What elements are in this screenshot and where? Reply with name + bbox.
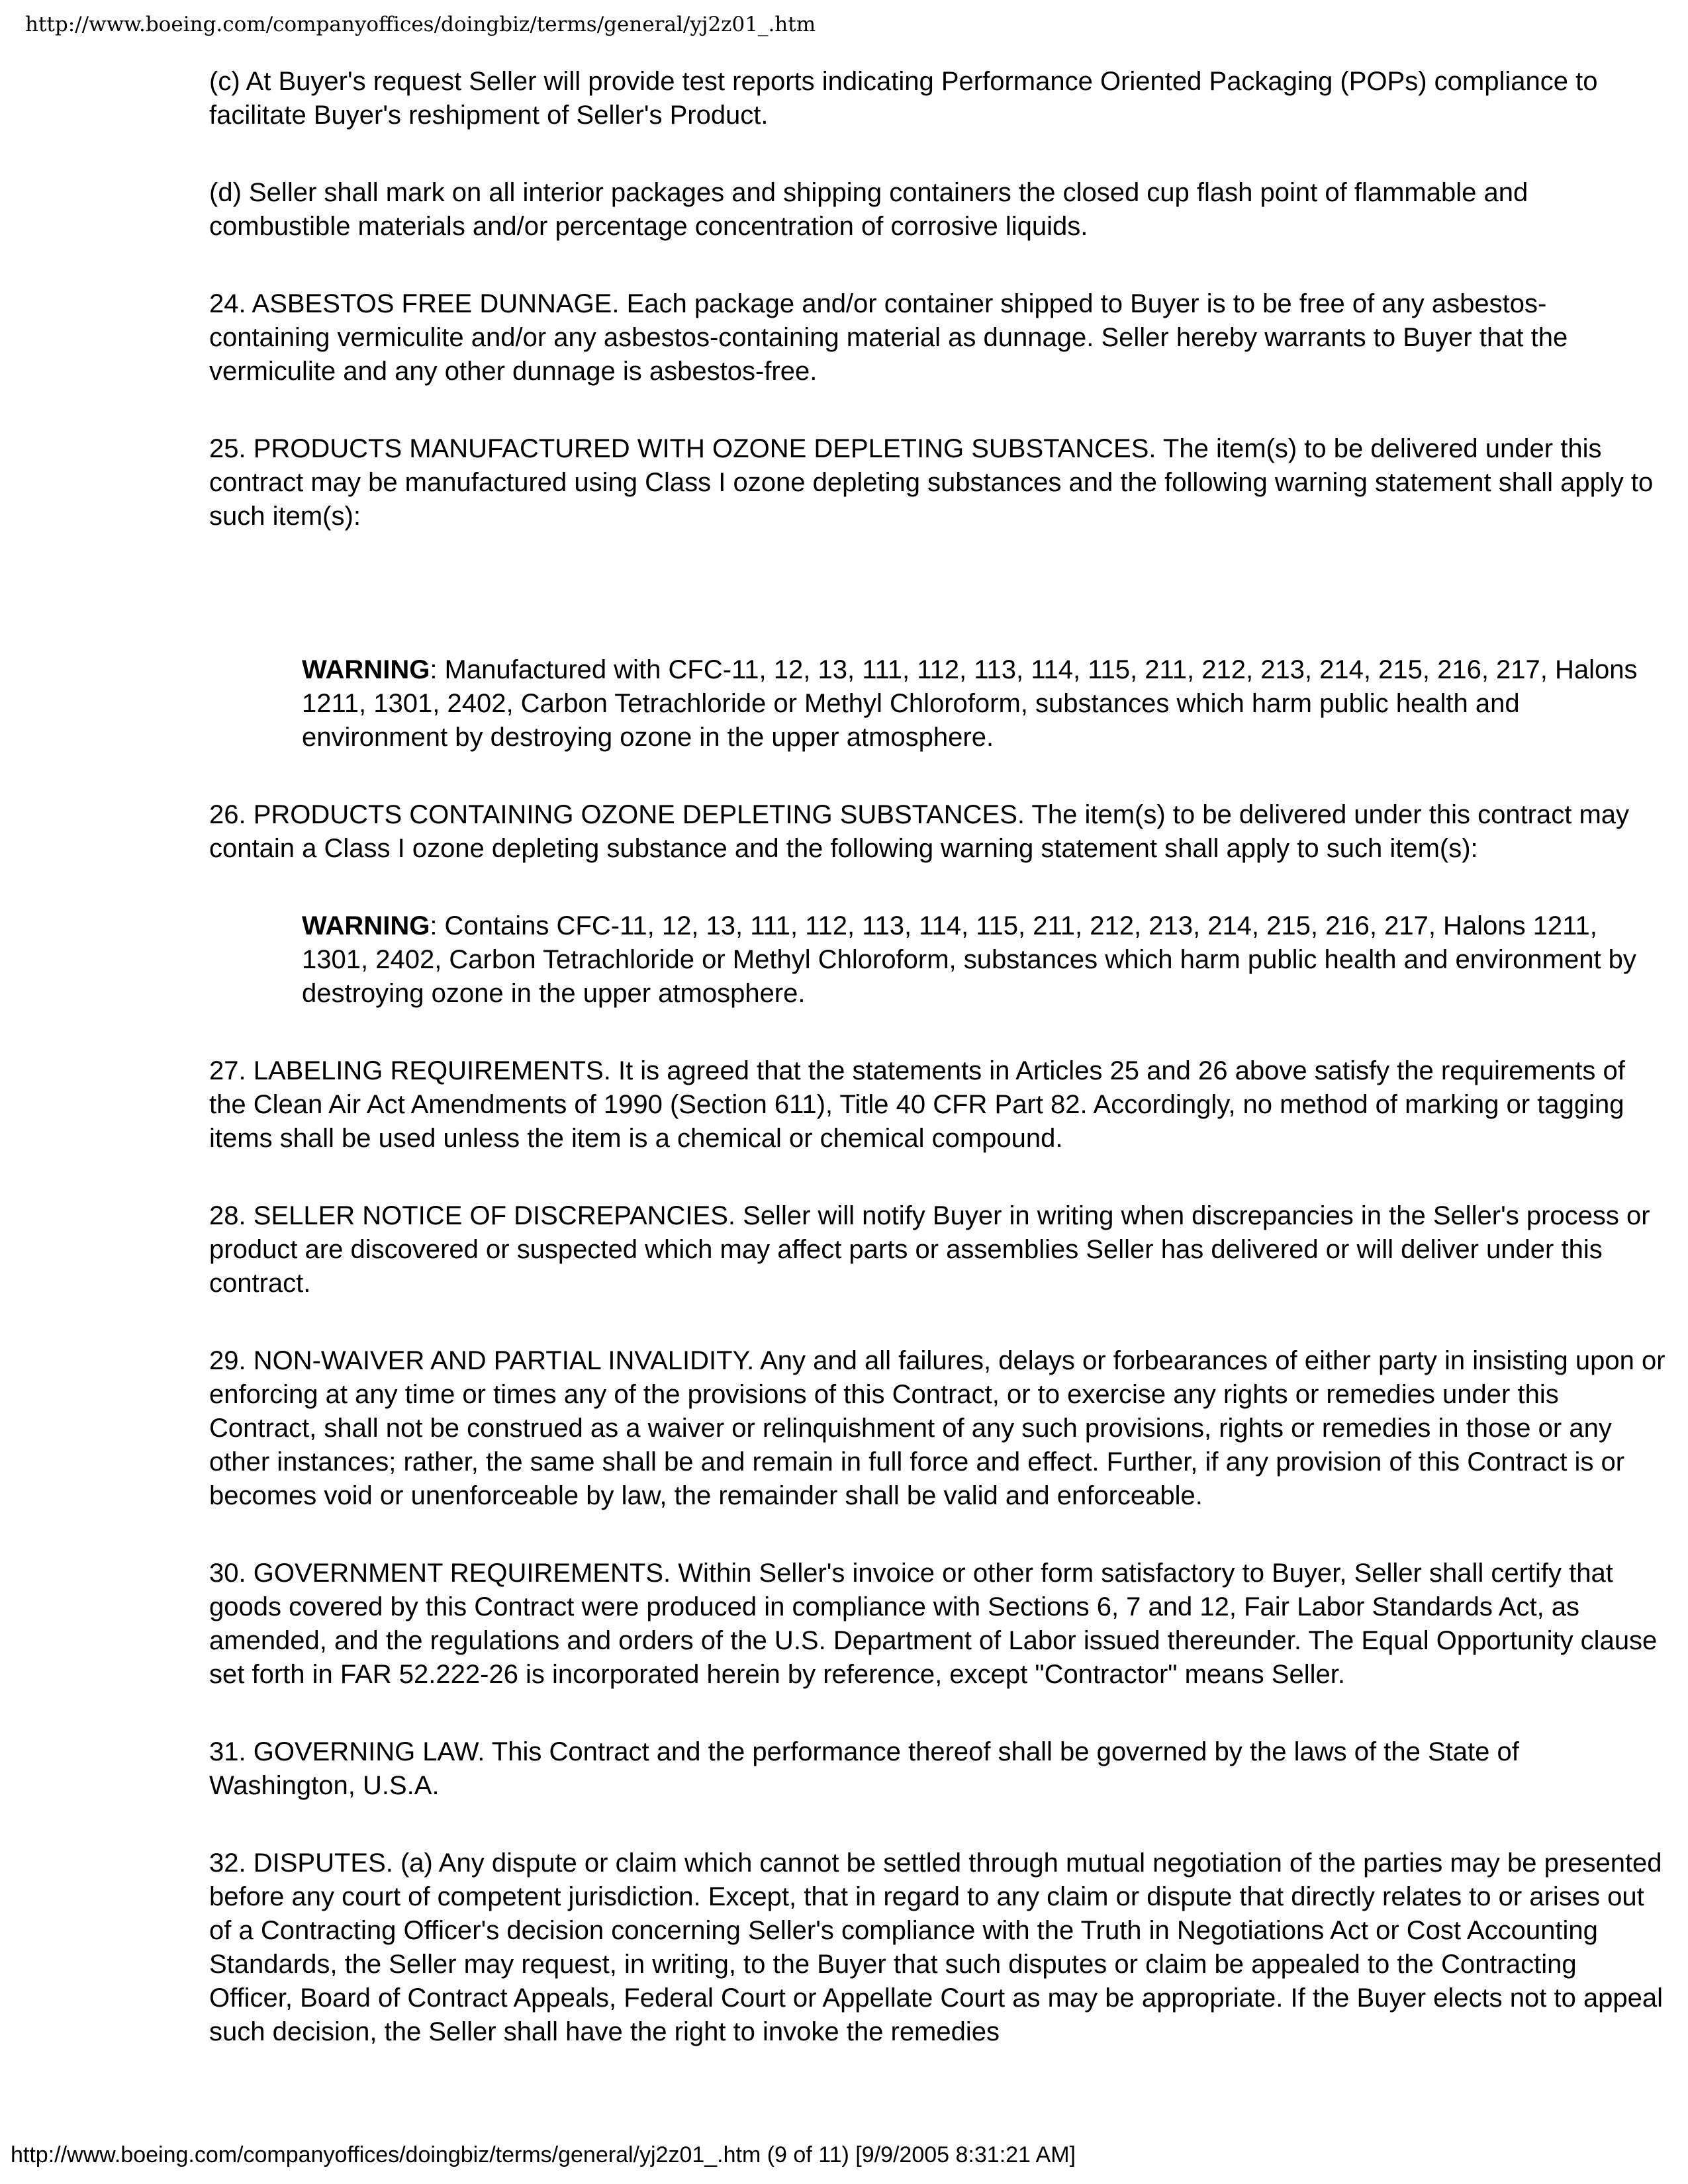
warning-text: : Manufactured with CFC-11, 12, 13, 111, 112, 113, 114, 115, 211, 212, 213, 214, 215, 216, 217, Halons 1211, 1301, 2402, Carbon Tetrachloride or Methyl Chloroform, substances which harm public health and environment by destroying ozone in the upper atmosphere. bbox=[302, 655, 1638, 752]
warning-text: : Contains CFC-11, 12, 13, 111, 112, 113, 114, 115, 211, 212, 213, 214, 215, 216, 217, Halons 1211, 1301, 2402, Carbon Tetrachloride or Methyl Chloroform, substances which harm public health and environment by destroying ozone in the upper atmosphere. bbox=[302, 911, 1636, 1008]
clause-27-labeling-requirements: 27. LABELING REQUIREMENTS. It is agreed that the statements in Articles 25 and 26 above satisfy the requirements of the Clean Air Act Amendments of 1990 (Section 611), Title 40 CFR Part 82. Accordingly, no method of marking or tagging items shall be used unless the item is a chemical or chemical compound. bbox=[209, 1056, 1625, 1153]
paragraph-d: (d) Seller shall mark on all interior packages and shipping containers the closed cup flash point of flammable and combustible materials and/or percentage concentration of corrosive liquids. bbox=[209, 178, 1528, 241]
footer-url: http://www.boeing.com/companyoffices/doingbiz/terms/general/yj2z01_.htm (9 of 11) [9/9/2005 8:31:21 AM] bbox=[11, 2142, 1076, 2167]
clause-31-governing-law: 31. GOVERNING LAW. This Contract and the performance thereof shall be governed by the laws of the State of Washington, U.S.A. bbox=[209, 1737, 1519, 1800]
warning-label: WARNING bbox=[302, 911, 430, 940]
clause-30-government-requirements: 30. GOVERNMENT REQUIREMENTS. Within Seller's invoice or other form satisfactory to Buyer, Seller shall certify that goods covered by this Contract were produced in compliance with Sections 6, 7 and 12, Fair Labor Standards Act, as amended, and the regulations and orders of the U.S. Department of Labor issued thereunder. The Equal Opportunity clause set forth in FAR 52.222-26 is incorporated herein by reference, except "Contractor" means Seller. bbox=[209, 1559, 1658, 1689]
clause-26-products-containing-ods: 26. PRODUCTS CONTAINING OZONE DEPLETING SUBSTANCES. The item(s) to be delivered under this contract may contain a Class I ozone depleting substance and the following warning statement shall apply to such item(s): bbox=[209, 800, 1630, 863]
document-body bbox=[209, 65, 1665, 2093]
clause-28-seller-notice-of-discrepancies: 28. SELLER NOTICE OF DISCREPANCIES. Seller will notify Buyer in writing when discrepancies in the Seller's process or product are discovered or suspected which may affect parts or assemblies Seller has delivered or will deliver under this contract. bbox=[209, 1201, 1650, 1298]
clause-32-disputes: 32. DISPUTES. (a) Any dispute or claim which cannot be settled through mutual negotiation of the parties may be presented before any court of competent jurisdiction. Except, that in regard to any claim or dispute that directly relates to or arises out of a Contracting Officer's decision concerning Seller's compliance with the Truth in Negotiations Act or Cost Accounting Standards, the Seller may request, in writing, to the Buyer that such disputes or claim be appealed to the Contracting Officer, Board of Contract Appeals, Federal Court or Appellate Court as may be appropriate. If the Buyer elects not to appeal such decision, the Seller shall have the right to invoke the remedies bbox=[209, 1848, 1664, 2046]
paragraph-c: (c) At Buyer's request Seller will provide test reports indicating Performance Oriented Packaging (POPs) compliance to facilitate Buyer's reshipment of Seller's Product. bbox=[209, 67, 1598, 130]
clause-25-products-manufactured-with-ods: 25. PRODUCTS MANUFACTURED WITH OZONE DEPLETING SUBSTANCES. The item(s) to be delivered under this contract may be manufactured using Class I ozone depleting substances and the following warning statement shall apply to such item(s): bbox=[209, 434, 1654, 531]
clause-24-asbestos-free-dunnage: 24. ASBESTOS FREE DUNNAGE. Each package and/or container shipped to Buyer is to be free of any asbestos-containing vermiculite and/or any asbestos-containing material as dunnage. Seller hereby warrants to Buyer that the vermiculite and any other dunnage is asbestos-free. bbox=[209, 289, 1568, 386]
warning-label: WARNING bbox=[302, 655, 430, 684]
warning-block-contains bbox=[302, 909, 1665, 1011]
clause-29-non-waiver-and-partial-invalidity: 29. NON-WAIVER AND PARTIAL INVALIDITY. Any and all failures, delays or forbearances of either party in insisting upon or enforcing at any time or times any of the provisions of this Contract, or to exercise any rights or remedies under this Contract, shall not be construed as a waiver or relinquishment of any such provisions, rights or remedies in those or any other instances; rather, the same shall be and remain in full force and effect. Further, if any provision of this Contract is or becomes void or unenforceable by law, the remainder shall be valid and enforceable. bbox=[209, 1346, 1665, 1510]
header-url: http://www.boeing.com/companyoffices/doingbiz/terms/general/yj2z01_.htm bbox=[25, 13, 816, 36]
warning-block-manufactured bbox=[302, 653, 1665, 754]
